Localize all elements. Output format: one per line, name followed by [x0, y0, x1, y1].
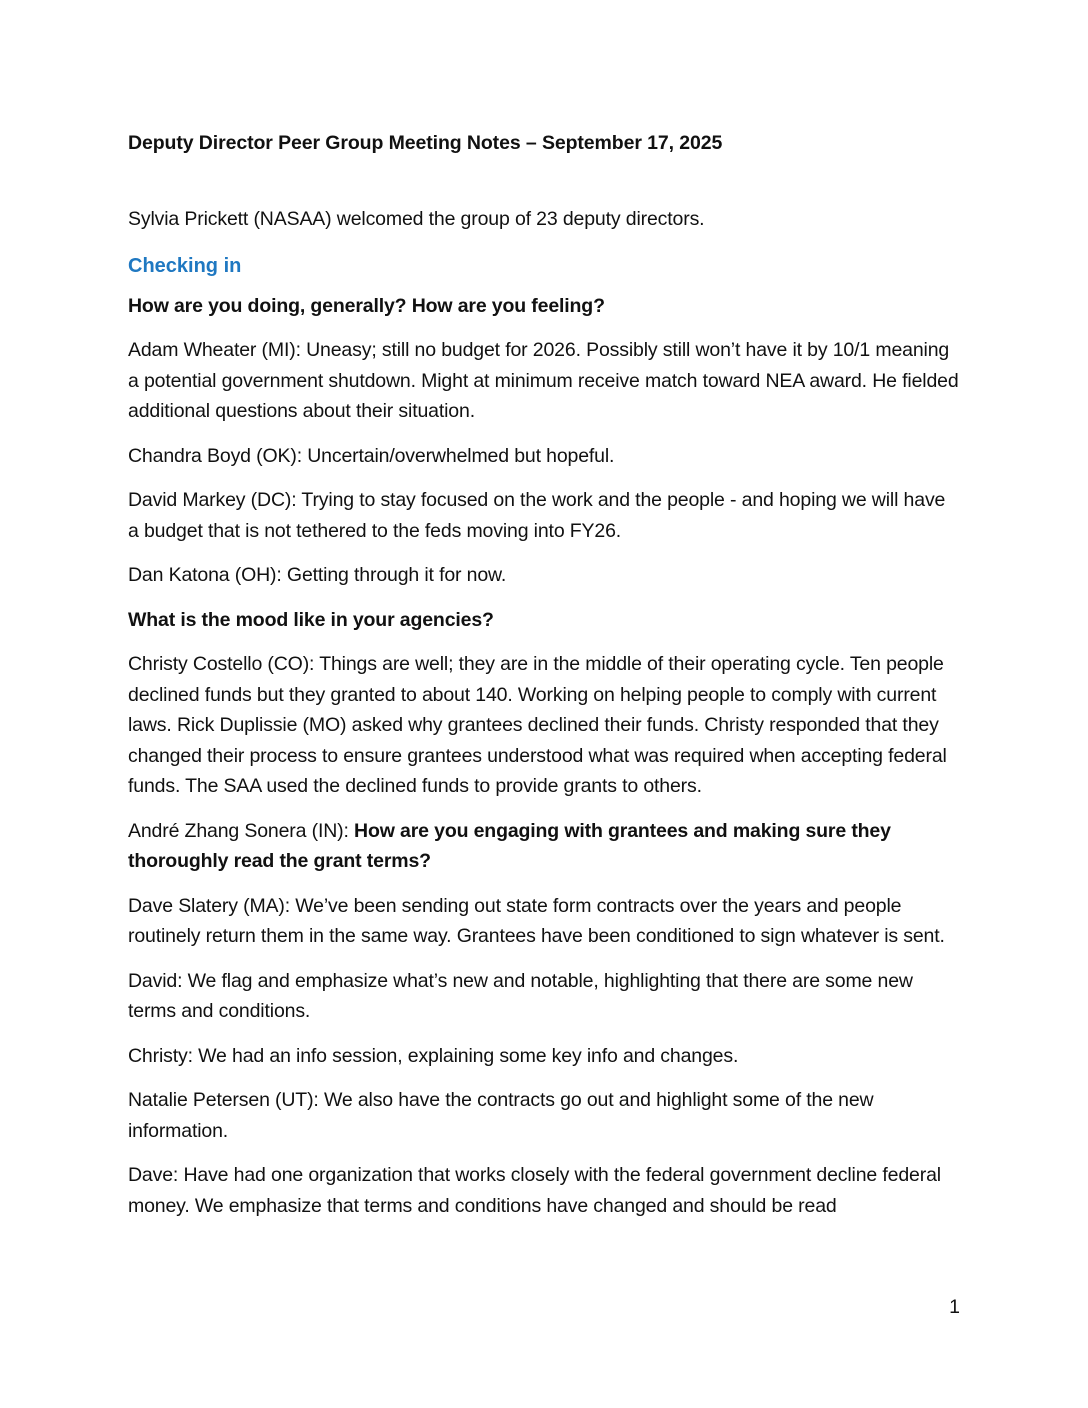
paragraph-david: David: We flag and emphasize what’s new and notable, highlighting that there are some new terms and conditions. — [128, 969, 913, 1022]
paragraph-chandra-boyd: Chandra Boyd (OK): Uncertain/overwhelmed but hopeful. — [128, 444, 615, 467]
document-body — [128, 128, 960, 1221]
paragraph-natalie-petersen: Natalie Petersen (UT): We also have the contracts go out and highlight some of the new information. — [128, 1089, 874, 1142]
paragraph-dave: Dave: Have had one organization that works closely with the federal government decline federal money. We emphasize that terms and conditions have changed and should be read — [128, 1164, 941, 1217]
page-number: 1 — [949, 1296, 960, 1318]
section-heading-checking-in: Checking in — [128, 254, 242, 277]
paragraph-christy-costello: Christy Costello (CO): Things are well; they are in the middle of their operating cycle. Ten people declined funds but they granted to about 140. Working on helping people to comply with current laws. Rick Duplissie (MO) asked why grantees declined their funds. Christy responded that they changed their process to ensure grantees understood what was required when accepting federal funds. The SAA used the declined funds to provide grants to others. — [128, 653, 947, 797]
paragraph-david-markey: David Markey (DC): Trying to stay focused on the work and the people - and hoping we will have a budget that is not tethered to the feds moving into FY26. — [128, 489, 946, 542]
paragraph-dan-katona: Dan Katona (OH): Getting through it for now. — [128, 564, 507, 586]
question-agency-mood: What is the mood like in your agencies? — [128, 608, 494, 631]
intro-paragraph: Sylvia Prickett (NASAA) welcomed the group of 23 deputy directors. — [128, 208, 705, 230]
document-title: Deputy Director Peer Group Meeting Notes – September 17, 2025 — [128, 132, 723, 154]
paragraph-christy: Christy: We had an info session, explaining some key info and changes. — [128, 1044, 739, 1067]
question-grantee-engagement: How are you engaging with grantees and making sure they thoroughly read the grant terms? — [128, 819, 891, 872]
paragraph-andre-zhang-sonera — [128, 816, 960, 877]
paragraph-adam-wheater: Adam Wheater (MI): Uneasy; still no budget for 2026. Possibly still won’t have it by 10/1 meaning a potential government shutdown. Might at minimum receive match toward NEA award. He fielded additional questions about their situation. — [128, 339, 959, 422]
speaker-andre: André Zhang Sonera (IN): — [128, 819, 355, 842]
paragraph-dave-slatery: Dave Slatery (MA): We’ve been sending out state form contracts over the years and people routinely return them in the same way. Grantees have been conditioned to sign whatever is sent. — [128, 894, 945, 947]
question-how-are-you-doing: How are you doing, generally? How are you feeling? — [128, 294, 605, 317]
